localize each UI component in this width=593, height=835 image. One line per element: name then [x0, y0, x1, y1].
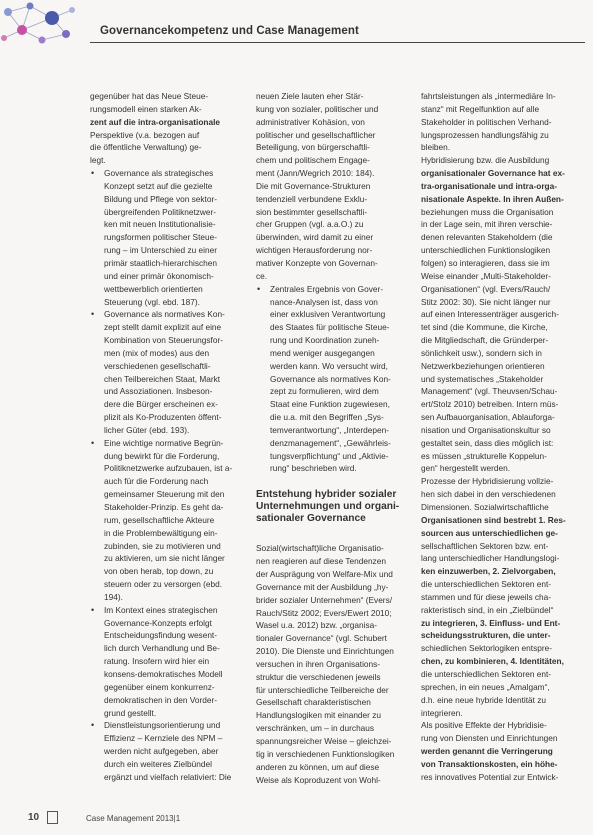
text-line: dung bewirkt für die Forderung, — [104, 450, 220, 461]
bullet-list — [90, 167, 250, 784]
text-line: Effizienz – Kernziele des NPM – — [104, 733, 223, 744]
text-line: Management“ (vgl. Theuvsen/Schau- — [421, 386, 558, 397]
text-line: zent auf die intra-organisationale — [90, 116, 221, 127]
text-line: gegenüber einem konkurrenz- — [104, 681, 215, 692]
running-head-title: Governancekompetenz und Case Management — [100, 25, 359, 37]
text-line: sprechen, in ein neues „Amalgam“, — [421, 681, 550, 692]
text-line: rung von Diensten und Einrichtungen — [421, 733, 558, 744]
bullet-list — [256, 283, 416, 476]
text-line: versuchen in ihren Organisations- — [256, 658, 381, 669]
text-line: dere die Bürger erscheinen ex- — [104, 399, 218, 410]
header-rule — [90, 42, 585, 43]
text-line: spannungsreicher Weise – gleichzei- — [256, 735, 392, 746]
text-line: Weise einander „Multi-Stakeholder- — [421, 270, 551, 281]
bullet-icon: • — [91, 720, 95, 731]
text-line: gestaltet sein, dass dies möglich ist: — [421, 437, 554, 448]
text-line: die u.a. mit den Begriffen „Sys- — [270, 412, 384, 423]
text-line: sationaler Governance — [256, 513, 366, 525]
text-line: des Staates für politische Steue- — [270, 322, 390, 333]
body-paragraph — [421, 90, 581, 784]
text-line: Governance als normatives Kon- — [104, 309, 225, 320]
bullet-item — [90, 308, 250, 436]
text-line: d.h. eine neue hybride Identität zu — [421, 694, 547, 705]
text-line: in der Lage sein, mit ihren verschie- — [421, 219, 553, 230]
section-heading — [256, 489, 416, 525]
text-line: überwinden, wird damit zu einer — [256, 232, 374, 243]
text-line: scheidungsstrukturen, die unter- — [421, 630, 551, 641]
bullet-icon: • — [91, 437, 95, 448]
text-line: stammen und für diese jeweils cha- — [421, 591, 552, 602]
bullet-item — [256, 283, 416, 476]
text-line: tet sind (die Kommune, die Kirche, — [421, 322, 548, 333]
text-line: stanz“ mit Regelfunktion auf alle — [421, 103, 540, 114]
network-logo-icon — [0, 0, 90, 52]
bullet-icon: • — [257, 283, 261, 294]
text-line: Eine wichtige normative Begrün- — [104, 437, 224, 448]
text-line: wichtigen Herausforderung nor- — [256, 245, 373, 256]
text-line: chen Teilbereichen Staat, Markt — [104, 373, 221, 384]
text-line: fahrtsleistungen als „intermediäre In- — [421, 91, 556, 101]
text-line: denen relevanten Stakeholdern (die — [421, 232, 553, 243]
text-line: konsens-demokratisches Modell — [104, 668, 223, 679]
page-header — [0, 0, 593, 52]
text-line: die Mitgliedschaft, die Gründerper- — [421, 335, 549, 346]
text-line: primär staatlich-hierarchischen — [104, 257, 217, 268]
text-line: tionaler Governance“ (vgl. Schubert — [256, 633, 387, 644]
text-line: demokratischen in den Vorder- — [104, 694, 217, 705]
text-line: bleiben. — [421, 142, 451, 153]
text-line: gemeinsamer Steuerung mit den — [104, 489, 225, 500]
text-line: Stitz 2002: 30). Sie nicht länger nur — [421, 296, 551, 307]
text-line: struktur die verschiedenen jeweils — [256, 671, 381, 682]
text-line: die öffentliche Verwaltung) ge- — [90, 142, 202, 153]
text-line: gegenüber hat das Neue Steue- — [90, 91, 209, 101]
text-line: Hybridisierung bzw. die Ausbildung — [421, 155, 550, 166]
text-line: sönlichkeit usw.), sondern sich in — [421, 347, 542, 358]
text-line: Unternehmungen und organi- — [256, 501, 400, 513]
bullet-item — [90, 167, 250, 308]
text-line: durch ein weiteres Zielbündel — [104, 758, 212, 769]
text-line: Wasel u.a. 2012) bzw. „organisa- — [256, 620, 377, 631]
text-line: Sozial(wirtschaft)liche Organisatio- — [256, 543, 384, 554]
text-line: zept zu formulieren, wird dem — [270, 386, 379, 397]
text-line: Perspektive (v.a. bezogen auf — [90, 129, 200, 140]
text-line: lich durch Verhandlung und Be- — [104, 643, 220, 654]
text-line: Weise als Koproduzent von Wohl- — [256, 774, 381, 785]
text-line: denzmanagement“, „Gewährleis- — [270, 437, 391, 448]
text-line: sellschaftlichen Sektoren bzw. ent- — [421, 540, 549, 551]
text-line: beziehungen muss die Organisation — [421, 206, 554, 217]
text-line: rung und Koordination zuneh- — [270, 335, 380, 346]
text-line: werden kann. Wo versucht wird, — [270, 360, 388, 371]
text-line: werden nicht aufgegeben, aber — [104, 746, 219, 757]
text-line: übergreifenden Politiknetzwer- — [104, 206, 217, 217]
text-line: Steuerung (vgl. ebd. 187). — [104, 296, 200, 307]
text-line: sourcen aus unterschiedlichen ge- — [421, 527, 558, 538]
text-line: nisationale Aspekte. In ihren Außen- — [421, 193, 564, 204]
text-line: Die mit Governance-Strukturen — [256, 180, 371, 191]
text-line: tungsverpflichtung“ und „Aktivie- — [270, 450, 389, 461]
text-line: Staat eine Funktion zugewiesen, — [270, 399, 390, 410]
text-line: Stakeholder-Prinzip. Es geht da- — [104, 502, 224, 512]
text-line: organisationaler Governance hat ex- — [421, 168, 565, 179]
text-line: es müssen „strukturelle Koppelun- — [421, 450, 547, 461]
text-line: ken einzuwerben, 2. Zielvorgaben, — [421, 566, 556, 577]
text-line: gen“ hergestellt werden. — [421, 463, 511, 474]
text-line: Governance als strategisches — [104, 168, 214, 179]
text-line: legt. — [90, 155, 106, 166]
text-line: Im Kontext eines strategischen — [104, 604, 218, 615]
text-column-1 — [90, 90, 250, 784]
bullet-icon: • — [91, 309, 95, 320]
text-column-2 — [256, 90, 416, 786]
text-line: res innovatives Potential zur Entwick- — [421, 771, 559, 782]
text-line: auch für die Forderung nach — [104, 476, 209, 487]
text-line: Handlungslogiken mit einander zu — [256, 710, 381, 721]
text-line: Netzwerkbeziehungen orientieren — [421, 360, 545, 371]
text-line: steuern oder zu versorgen (ebd. — [104, 579, 223, 590]
text-line: temverantwortung“, „Interdepen- — [270, 424, 389, 435]
text-line: Dimensionen. Sozialwirtschaftliche — [421, 502, 549, 512]
text-line: Zentrales Ergebnis von Gover- — [270, 283, 383, 294]
text-line: grund gestellt. — [104, 707, 157, 718]
text-line: kung von sozialer, politischer und — [256, 103, 379, 114]
text-line: chem und politischem Engage- — [256, 155, 370, 166]
text-line: licher Güter (ebd. 193). — [104, 424, 190, 435]
text-line: auf einen Interessenträger ausgerich- — [421, 309, 559, 320]
text-line: brider sozialer Unternehmen“ (Evers/ — [256, 594, 393, 605]
text-line: nance-Analysen ist, dass von — [270, 296, 378, 307]
text-line: schiedlichen Sektorlogiken entspre- — [421, 643, 552, 654]
text-line: rakteristisch sind, in ein „Zielbündel“ — [421, 604, 554, 615]
text-line: Dienstleistungsorientierung und — [104, 720, 221, 731]
page-icon — [47, 811, 58, 824]
text-line: tra-organisationale und intra-orga- — [421, 180, 557, 191]
text-line: von Transaktionskosten, ein höhe- — [421, 758, 558, 769]
text-line: nisation und Organisationskultur so — [421, 424, 551, 435]
text-line: mativer Konzepte von Governan- — [256, 257, 378, 268]
text-line: 2010). Die Dienste und Einrichtungen — [256, 646, 394, 657]
text-line: die unterschiedlichen Sektoren ent- — [421, 668, 552, 679]
text-line: Entstehung hybrider sozialer — [256, 489, 397, 501]
text-line: Bildung und Pflege von sektor- — [104, 193, 218, 204]
bullet-item — [90, 719, 250, 783]
text-line: cher Gruppen (vgl. a.a.O.) zu — [256, 219, 364, 230]
bullet-icon: • — [91, 168, 95, 179]
continued-paragraph — [256, 90, 416, 283]
text-line: Politiknetzwerke aufzubauen, ist a- — [104, 463, 233, 474]
text-line: anderen zu können, um auf diese — [256, 761, 380, 772]
text-line: rungsmodell einen starken Ak- — [90, 103, 202, 114]
text-line: ratung. Insofern wird hier ein — [104, 656, 210, 667]
text-line: Governance mit der Ausbildung „hy- — [256, 581, 389, 592]
text-line: zu integrieren, 3. Einfluss- und Ent- — [421, 617, 561, 628]
text-line: tig in verschiedenen Funktionslogiken — [256, 748, 395, 759]
bullet-item — [90, 437, 250, 604]
text-line: verschränken, um – in durchaus — [256, 723, 375, 734]
text-line: Organisationen sind bestrebt 1. Res- — [421, 514, 566, 525]
text-line: lang unterschiedlicher Handlungslogi- — [421, 553, 560, 564]
text-line: Gesellschaft charakteristischen — [256, 697, 371, 708]
text-line: rum, gesellschaftliche Akteure — [104, 514, 215, 525]
text-line: Governance als normatives Kon- — [270, 373, 391, 384]
text-line: in die Problembewältigung ein- — [104, 527, 218, 538]
text-line: 194). — [104, 591, 123, 602]
text-line: verschiedenen gesellschaftli- — [104, 360, 211, 371]
text-line: Beteiligung, von bürgerschaftli- — [256, 142, 370, 153]
magazine-issue: Case Management 2013|1 — [86, 814, 181, 823]
text-line: folgen) so interagieren, dass sie im — [421, 257, 550, 268]
bullet-item — [90, 604, 250, 720]
text-line: mend weniger ausgegangen — [270, 347, 375, 358]
text-line: für unterschiedliche Teilbereiche der — [256, 684, 389, 695]
intro-paragraph — [90, 90, 250, 167]
text-line: Entscheidungsfindung wesent- — [104, 630, 218, 641]
text-line: hen sich dabei in den verschiedenen — [421, 489, 556, 500]
page-footer — [0, 812, 593, 832]
text-line: und Assoziationen. Insbeson- — [104, 386, 213, 397]
text-line: nen reagieren auf diese Tendenzen — [256, 556, 386, 567]
bullet-icon: • — [91, 604, 95, 615]
text-line: sen Aufbauorganisation, Ablauforga- — [421, 412, 555, 423]
text-line: ergänzt und vielfach relativiert: Die — [104, 771, 232, 782]
text-line: rung“ beschrieben wird. — [270, 463, 357, 474]
text-line: sion bestimmter gesellschaftli- — [256, 206, 368, 217]
text-line: Prozesse der Hybridisierung vollzie- — [421, 476, 554, 487]
text-line: einer exklusiven Verantwortung — [270, 309, 386, 320]
text-line: Organisationen“ (vgl. Evers/Rauch/ — [421, 283, 551, 294]
body-paragraph — [256, 542, 416, 786]
text-line: Governance-Konzepts erfolgt — [104, 617, 212, 628]
text-line: werden genannt die Verringerung — [421, 746, 553, 757]
text-line: ken mit neuen Institutionalisie- — [104, 219, 216, 230]
text-line: Konzept setzt auf die gezielte — [104, 180, 213, 191]
text-line: ce. — [256, 270, 268, 281]
text-line: wettbewerblich orientierten — [104, 283, 203, 294]
text-line: neuen Ziele lauten eher Stär- — [256, 91, 364, 101]
page-number: 10 — [28, 812, 40, 823]
text-line: Als positive Effekte der Hybridisie- — [421, 720, 547, 731]
text-line: zu aktivieren, um sie nicht länger — [104, 553, 225, 564]
text-line: plizit als Ko-Produzenten öffent- — [104, 412, 222, 423]
text-line: Rauch/Stitz 2002; Evers/Ewert 2010; — [256, 607, 392, 618]
text-column-3 — [421, 90, 581, 784]
text-line: men (mix of modes) aus den — [104, 347, 210, 358]
text-line: rungsformen politischer Steue- — [104, 232, 217, 243]
text-line: die unterschiedlichen Sektoren ent- — [421, 579, 552, 590]
text-line: der Ausprägung von Welfare-Mix und — [256, 569, 393, 579]
text-line: chen, zu kombinieren, 4. Identitäten, — [421, 656, 564, 667]
text-line: ert/Stolz 2010) betreiben. Intern müs- — [421, 399, 559, 410]
text-line: und einer primär ökonomisch- — [104, 270, 214, 281]
text-line: und systematisches „Stakeholder — [421, 373, 544, 384]
text-line: administrativer Kohäsion, von — [256, 116, 365, 127]
text-line: zept stellt damit explizit auf eine — [104, 322, 222, 333]
text-line: Stakeholder in politischen Verhand- — [421, 116, 552, 127]
text-line: integrieren. — [421, 707, 463, 718]
text-line: tendenziell verbundene Exklu- — [256, 193, 368, 204]
text-line: lungsprozessen handlungsfähig zu — [421, 129, 549, 140]
text-line: politischer und gesellschaftlicher — [256, 129, 376, 140]
text-line: ment (Jann/Wegrich 2010: 184). — [256, 168, 375, 179]
text-line: von oben herab, top down, zu — [104, 566, 214, 577]
text-line: zubinden, sie zu motivieren und — [104, 540, 221, 551]
text-line: unterschiedlichen Funktionslogiken — [421, 245, 551, 256]
text-line: rung – im Unterschied zu einer — [104, 245, 217, 256]
text-line: Kombination von Steuerungsfor- — [104, 335, 223, 346]
